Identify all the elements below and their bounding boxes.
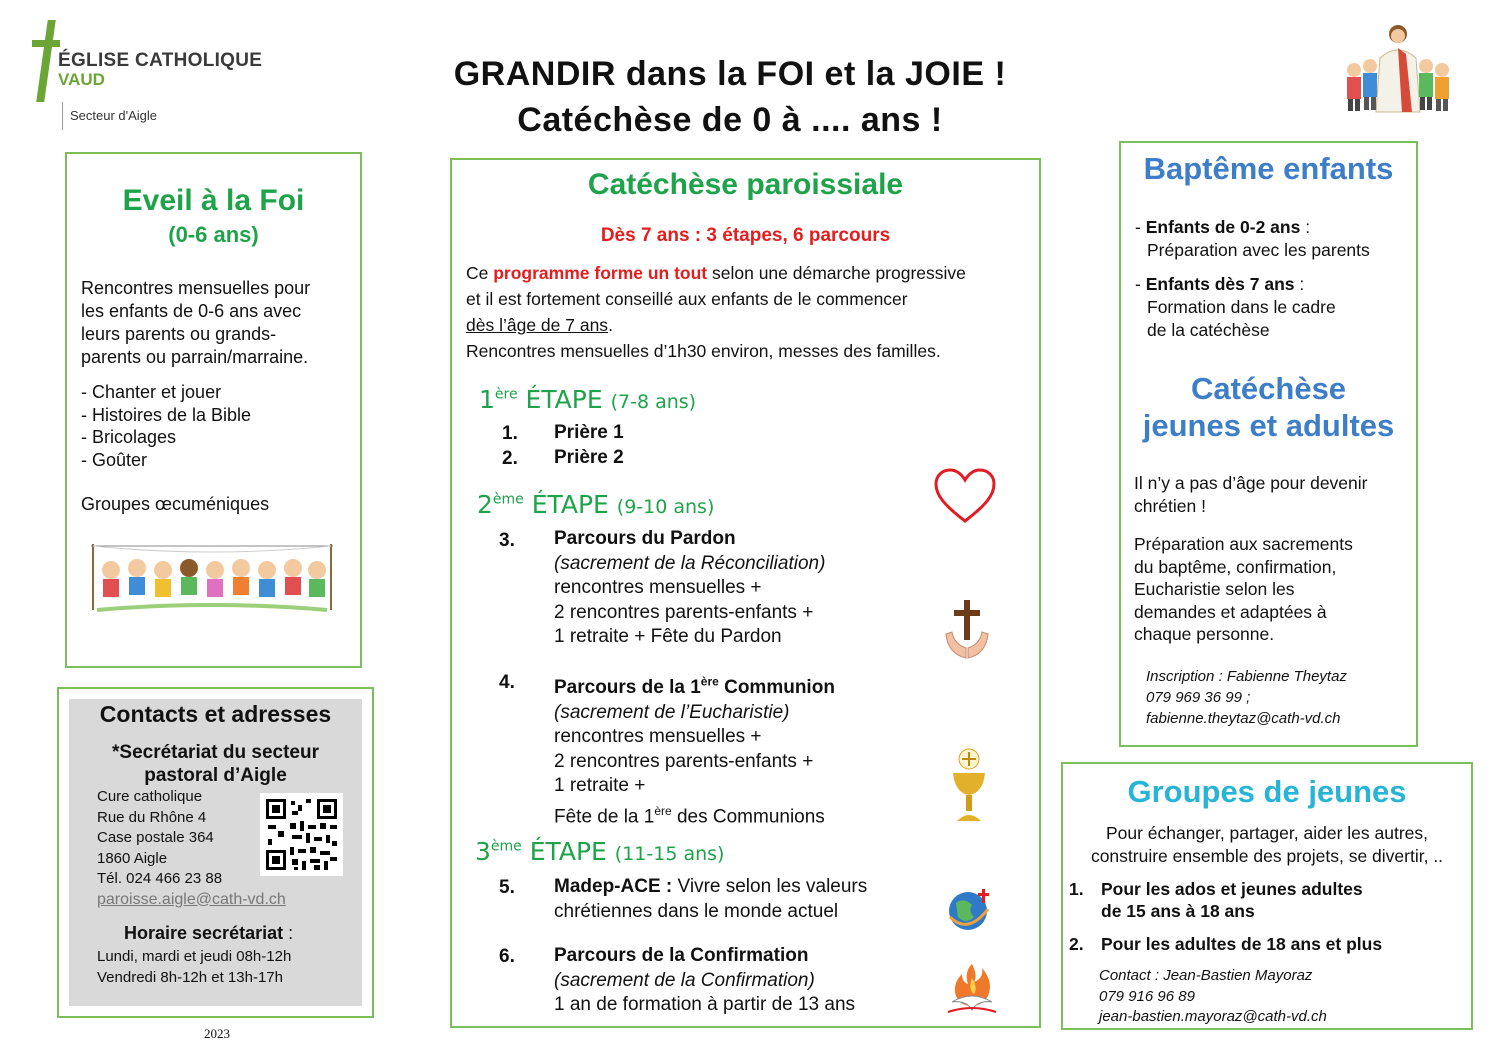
item-subtitle: (sacrement de la Confirmation) xyxy=(554,969,815,991)
contact-line: Contact : Jean-Bastien Mayoraz xyxy=(1099,967,1313,984)
title-line: jeunes et adultes xyxy=(1142,408,1395,443)
contact-email[interactable]: jean-bastien.mayoraz@cath-vd.ch xyxy=(1099,1008,1327,1025)
address-block xyxy=(97,787,286,910)
item-title: Parcours de la 1 xyxy=(554,677,701,699)
heart-icon xyxy=(932,467,998,525)
item-number: 2. xyxy=(502,448,518,469)
etape-1-heading xyxy=(479,385,696,414)
intro-post: selon une démarche progressive xyxy=(707,263,966,283)
catechese-box xyxy=(450,158,1041,1028)
item-madep xyxy=(554,875,867,924)
eveil-intro-line: Rencontres mensuelles pour xyxy=(81,278,311,298)
address-line: Case postale 364 xyxy=(97,829,214,846)
item-priere-2 xyxy=(554,446,624,471)
email-link[interactable]: paroisse.aigle@cath-vd.ch xyxy=(97,890,286,908)
intro-age-underline: dès l’âge de 7 ans xyxy=(466,315,609,335)
item-number: 2. xyxy=(1069,934,1084,954)
contacts-box xyxy=(57,687,374,1018)
item-subtitle: (sacrement de l’Eucharistie) xyxy=(554,701,790,723)
secretariat-line: *Secrétariat du secteur xyxy=(112,742,319,763)
item-line: chrétiennes dans le monde actuel xyxy=(554,900,839,922)
etape-num: 3 xyxy=(475,837,491,866)
item-text: Vivre selon les valeurs xyxy=(672,876,868,897)
item-line: rencontres mensuelles + xyxy=(554,577,762,598)
etape-2-heading xyxy=(477,490,714,519)
item-line: 1 an de formation à partir de 13 ans xyxy=(554,994,856,1015)
item-number: 4. xyxy=(499,672,515,693)
item-line: 1 retraite + Fête du Pardon xyxy=(554,626,782,647)
activity-item: - Chanter et jouer xyxy=(81,382,222,402)
item-text: de 15 ans à 18 ans xyxy=(1101,901,1255,921)
bapteme-item-text: Préparation avec les parents xyxy=(1147,240,1370,260)
bapteme-item-title: Enfants dès 7 ans xyxy=(1145,274,1295,294)
etape-age: (11-15 ans) xyxy=(614,843,725,865)
secretariat-title xyxy=(69,741,362,787)
catechese-subtitle: Dès 7 ans : 3 étapes, 6 parcours xyxy=(600,225,891,246)
text-line: Il n’y a pas d’âge pour devenir xyxy=(1134,473,1368,493)
item-title-sup: ère xyxy=(700,675,719,689)
logo-sector: Secteur d'Aigle xyxy=(70,108,158,123)
logo-line2: VAUD xyxy=(58,70,105,89)
eveil-intro xyxy=(81,277,361,369)
bapteme-item-colon: : xyxy=(1300,217,1311,237)
address-line: 1860 Aigle xyxy=(97,849,168,867)
text-line: demandes et adaptées à xyxy=(1134,601,1327,622)
bapteme-box xyxy=(1119,141,1418,747)
item-number: 5. xyxy=(499,877,515,898)
item-line: 2 rencontres parents-enfants + xyxy=(554,601,814,623)
text-line: chrétien ! xyxy=(1134,495,1206,516)
item-line: rencontres mensuelles + xyxy=(554,726,762,748)
contact-line: 079 969 36 99 ; xyxy=(1146,689,1251,706)
text-line: chaque personne. xyxy=(1134,624,1275,644)
bapteme-list xyxy=(1135,216,1370,342)
intro-pre: Ce xyxy=(466,263,494,283)
item-subtitle: (sacrement de la Réconciliation) xyxy=(554,552,826,574)
page-title-line2: Catéchèse de 0 à .... ans ! xyxy=(517,101,943,139)
etape-3-heading xyxy=(475,837,724,866)
activity-item: - Bricolages xyxy=(81,427,177,447)
etape-num: 1 xyxy=(479,385,495,414)
item-title: Madep-ACE : xyxy=(554,876,673,897)
bapteme-item-b: - Enfants dès 7 ans : xyxy=(1135,274,1305,294)
etape-sup: ème xyxy=(490,838,522,855)
eveil-activities xyxy=(81,381,251,471)
item-number: 1. xyxy=(502,423,518,444)
item-pardon xyxy=(554,527,825,650)
jesus-children-illustration xyxy=(1340,18,1456,114)
etape-label: ÉTAPE xyxy=(517,385,611,414)
jeunes-title: Groupes de jeunes xyxy=(1127,774,1407,809)
item-line-sup: ère xyxy=(654,803,672,818)
children-illustration xyxy=(87,540,337,620)
etape-label: ÉTAPE xyxy=(521,837,615,866)
eveil-intro-line: parents ou parrain/marraine. xyxy=(81,347,309,367)
adultes-text xyxy=(1134,472,1367,646)
activity-item: - Histoires de la Bible xyxy=(81,404,252,425)
item-title: Prière 1 xyxy=(554,422,624,443)
hours-line: Vendredi 8h-12h et 13h-17h xyxy=(97,968,283,986)
chalice-icon xyxy=(947,745,991,825)
item-title-end: Communion xyxy=(718,677,835,699)
catechese-intro xyxy=(466,260,966,364)
flame-dove-icon xyxy=(944,960,1000,1018)
bapteme-contact xyxy=(1146,666,1347,729)
item-line-pre: Fête de la 1 xyxy=(554,806,655,828)
text-line: Préparation aux sacrements xyxy=(1134,534,1353,554)
secretariat-line: pastoral d’Aigle xyxy=(144,765,287,786)
eveil-groups: Groupes œcuméniques xyxy=(81,494,270,514)
logo-line1: ÉGLISE CATHOLIQUE xyxy=(58,50,263,71)
item-number: 6. xyxy=(499,946,515,967)
eveil-title: Eveil à la Foi xyxy=(122,184,305,217)
phone-line: Tél. 024 466 23 88 xyxy=(97,870,223,887)
title-line: Catéchèse xyxy=(1190,371,1347,406)
item-line xyxy=(554,799,835,830)
item-text: Pour les ados et jeunes adultes xyxy=(1101,879,1363,899)
jeunes-contact xyxy=(1099,966,1327,1028)
contact-email[interactable]: fabienne.theytaz@cath-vd.ch xyxy=(1146,710,1341,727)
item-line: 1 retraite + xyxy=(554,775,646,797)
jeunes-list xyxy=(1069,878,1382,955)
item-title: Prière 2 xyxy=(554,447,624,468)
etape-label: ÉTAPE xyxy=(523,490,617,519)
etape-sup: ème xyxy=(492,491,524,508)
contact-line: Inscription : Fabienne Theytaz xyxy=(1146,668,1347,685)
hours-colon: : xyxy=(283,923,294,943)
hours-line: Lundi, mardi et jeudi 08h-12h xyxy=(97,948,292,965)
jeunes-intro xyxy=(1063,822,1471,868)
jeunes-item-1 xyxy=(1069,878,1382,900)
text-line: du baptême, confirmation, xyxy=(1134,556,1337,577)
eveil-intro-line: les enfants de 0-6 ans avec xyxy=(81,301,302,321)
etape-sup: ère xyxy=(494,386,518,403)
intro-line4: Rencontres mensuelles d’1h30 environ, messes des familles. xyxy=(466,341,941,361)
item-title: Parcours du Pardon xyxy=(554,528,736,549)
eveil-subtitle: (0-6 ans) xyxy=(168,222,259,247)
logo-divider xyxy=(62,102,63,130)
bapteme-item-a: - Enfants de 0-2 ans : xyxy=(1135,217,1311,237)
cross-hands-icon xyxy=(942,598,992,662)
intro-highlight: programme forme un tout xyxy=(493,263,708,283)
etape-age: (7-8 ans) xyxy=(610,391,697,413)
address-line: Rue du Rhône 4 xyxy=(97,808,207,826)
qr-code[interactable] xyxy=(260,793,343,876)
item-title: Parcours de la Confirmation xyxy=(554,945,809,966)
globe-cross-icon xyxy=(944,887,998,933)
year-label: 2023 xyxy=(204,1026,230,1041)
bapteme-title: Baptême enfants xyxy=(1143,151,1394,186)
intro-line2: et il est fortement conseillé aux enfants de le commencer xyxy=(466,289,908,309)
item-text: Pour les adultes de 18 ans et plus xyxy=(1101,934,1383,954)
item-number: 1. xyxy=(1069,879,1084,899)
catechese-title: Catéchèse paroissiale xyxy=(587,168,904,201)
logo-cross-icon xyxy=(36,20,56,102)
eveil-intro-line: leurs parents ou grands- xyxy=(81,324,277,344)
jeunes-item-2 xyxy=(1069,933,1382,955)
item-number: 3. xyxy=(499,530,515,551)
page-title-line1: GRANDIR dans la FOI et la JOIE ! xyxy=(453,55,1007,93)
activity-item: - Goûter xyxy=(81,449,148,470)
catechese-adultes-title xyxy=(1121,370,1416,444)
address-line: Cure catholique xyxy=(97,788,203,805)
bapteme-item-text: Formation dans le cadre xyxy=(1147,297,1336,317)
item-line-post: des Communions xyxy=(671,806,825,828)
intro-line: Pour échanger, partager, aider les autres, xyxy=(1105,823,1428,843)
eveil-box xyxy=(65,152,362,668)
contacts-panel xyxy=(69,699,362,1006)
item-priere-1 xyxy=(554,421,624,446)
intro-line: construire ensemble des projets, se divertir, .. xyxy=(1090,846,1444,866)
item-line: 2 rencontres parents-enfants + xyxy=(554,750,814,772)
bapteme-item-colon: : xyxy=(1294,274,1305,294)
hours-block xyxy=(97,947,291,988)
item-confirmation xyxy=(554,944,855,1018)
contacts-title: Contacts et adresses xyxy=(99,701,332,727)
jeunes-box xyxy=(1061,762,1473,1030)
etape-num: 2 xyxy=(477,490,493,519)
intro-period: . xyxy=(608,315,613,335)
logo-cross-bar xyxy=(32,40,60,47)
text-line: Eucharistie selon les xyxy=(1134,579,1295,599)
etape-age: (9-10 ans) xyxy=(616,496,715,518)
intro-line3 xyxy=(466,312,966,338)
contact-line: 079 916 96 89 xyxy=(1099,987,1195,1005)
bapteme-item-title: Enfants de 0-2 ans xyxy=(1145,217,1301,237)
bapteme-item-text: de la catéchèse xyxy=(1147,320,1270,340)
hours-title: Horaire secrétariat xyxy=(124,923,284,943)
intro-line1 xyxy=(466,260,966,286)
hours-title-row xyxy=(124,923,293,944)
item-communion xyxy=(554,670,835,830)
